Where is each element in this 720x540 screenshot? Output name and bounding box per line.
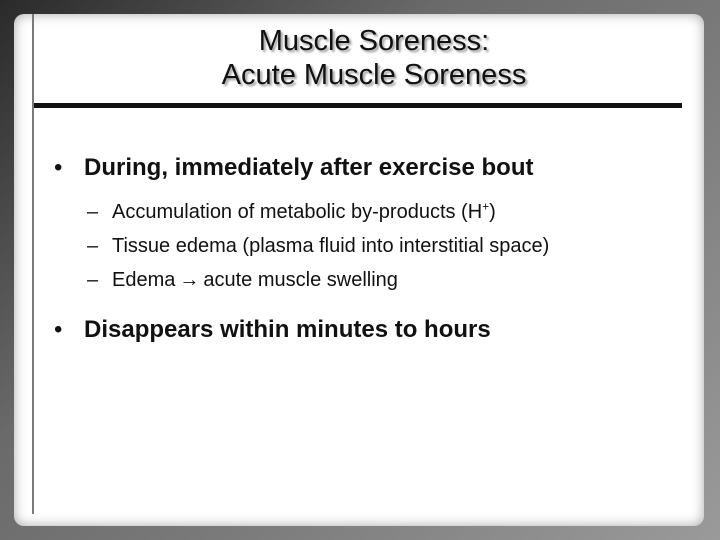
slide [14, 14, 704, 526]
dash-mark: – [87, 269, 99, 291]
bullet-mark: • [54, 154, 63, 181]
bullet-item [54, 313, 694, 347]
bullet-mark: • [54, 316, 63, 343]
sub-bullet-list [54, 195, 694, 297]
title-line-1: Muscle Soreness: [258, 25, 490, 57]
dash-mark: – [87, 235, 99, 257]
bullet-text: Disappears within minutes to hours [84, 316, 491, 343]
bullet-text: During, immediately after exercise bout [84, 154, 534, 181]
right-arrow-icon: → [179, 269, 200, 291]
sub-bullet-text-end: acute muscle swelling [203, 269, 398, 291]
sub-bullet-item [54, 195, 694, 229]
sub-bullet-text: Tissue edema (plasma fluid into interstitial space) [112, 235, 550, 257]
sub-bullet-text-end: ) [489, 201, 496, 223]
title-divider [34, 103, 682, 108]
sub-bullet-text: Accumulation of metabolic by-products (H [112, 201, 483, 223]
sub-bullet-item [54, 263, 694, 297]
superscript-plus: + [482, 199, 490, 214]
slide-title [34, 24, 704, 92]
bullet-item [54, 151, 694, 185]
dash-mark: – [87, 201, 99, 223]
slide-content [54, 151, 694, 347]
sub-bullet-item [54, 229, 694, 263]
title-line-2: Acute Muscle Soreness [221, 59, 527, 91]
sub-bullet-text: Edema [112, 269, 176, 291]
